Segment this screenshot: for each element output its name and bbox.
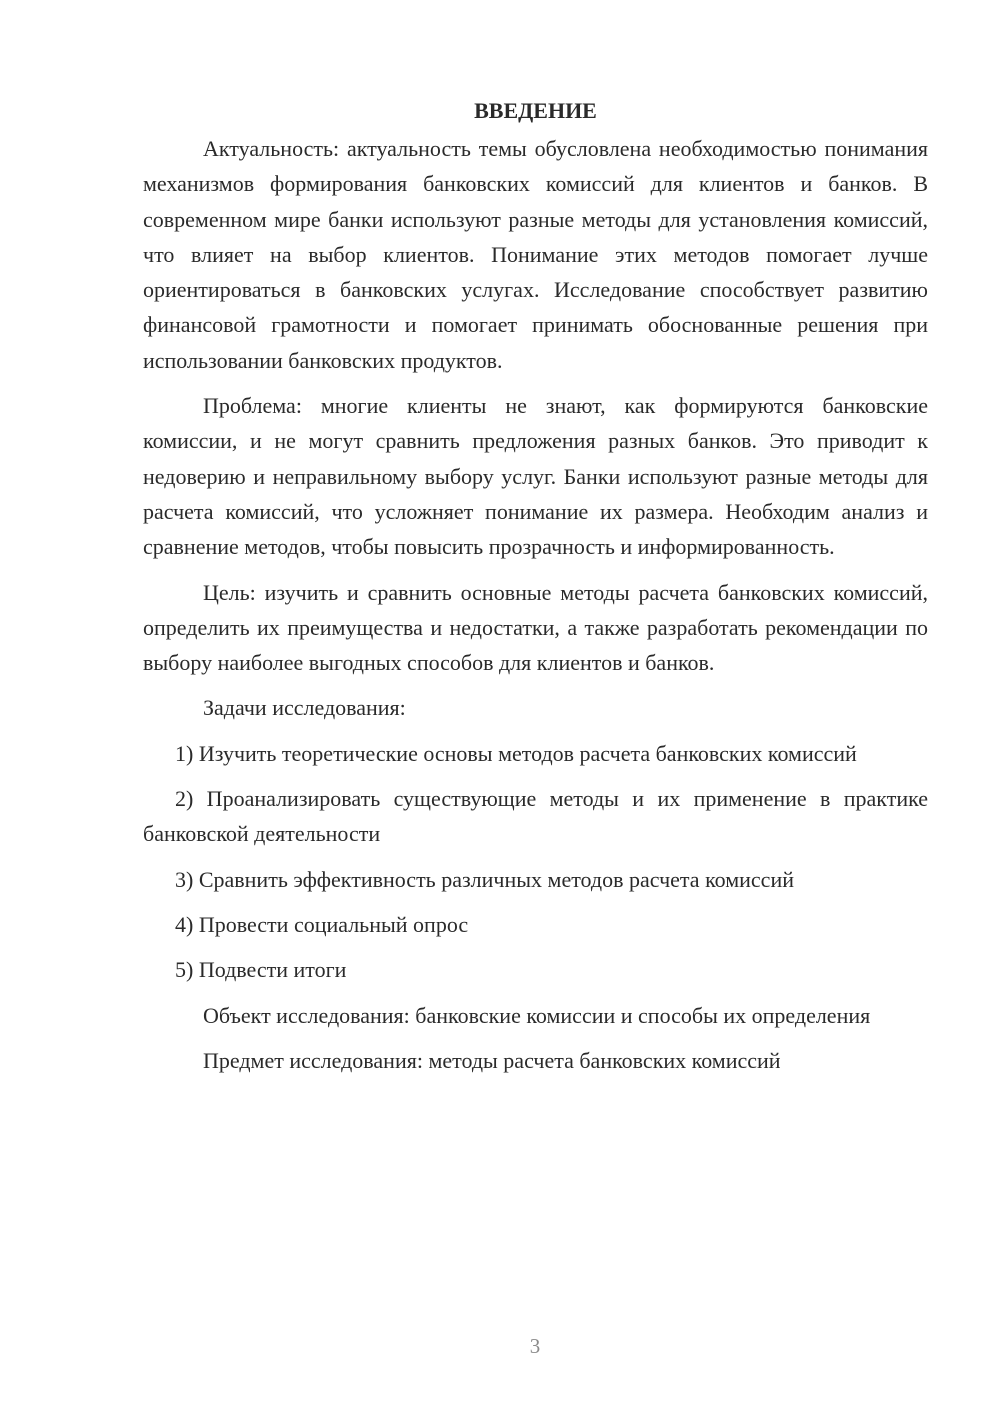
tasks-title: Задачи исследования: [203,695,406,721]
paragraph-relevance: Актуальность: актуальность темы обусловлена необходимостью понимания механизмов формирования банковских комиссий для клиентов и банков. В современном мире банки используют разные методы для установления комиссий, что влияет на выбор клиентов. Понимание этих методов помогает лучше ориентироваться в банковских услугах. Исследование способствует развитию финансовой грамотности и помогает принимать обоснованные решения при использовании банковских продуктов. [143,136,928,373]
page-number: 3 [529,1334,541,1358]
paragraph-problem: Проблема: многие клиенты не знают, как формируются банковские комиссии, и не могут сравнить предложения разных банков. Это приводит к недоверию и неправильному выбору услуг. Банки используют разные методы для расчета комиссий, что усложняет понимание их размера. Необходим анализ и сравнение методов, чтобы повысить прозрачность и информированность. [143,393,928,560]
page-content [143,96,928,1088]
section-heading: ВВЕДЕНИЕ [474,98,597,123]
task-item-5: 5) Подвести итоги [175,957,347,983]
task-item-1: 1) Изучить теоретические основы методов расчета банковских комиссий [175,740,857,766]
task-item-2: 2) Проанализировать существующие методы и их применение в практике банковской деятельности [143,786,928,847]
paragraph-object: Объект исследования: банковские комиссии и способы их определения [203,1002,871,1028]
task-item-4: 4) Провести социальный опрос [175,911,469,937]
task-item-3: 3) Сравнить эффективность различных методов расчета комиссий [175,866,794,892]
paragraph-subject: Предмет исследования: методы расчета банковских комиссий [203,1047,781,1073]
paragraph-goal: Цель: изучить и сравнить основные методы расчета банковских комиссий, определить их преимущества и недостатки, а также разработать рекомендации по выбору наиболее выгодных способов для клиентов и банков. [143,579,928,676]
